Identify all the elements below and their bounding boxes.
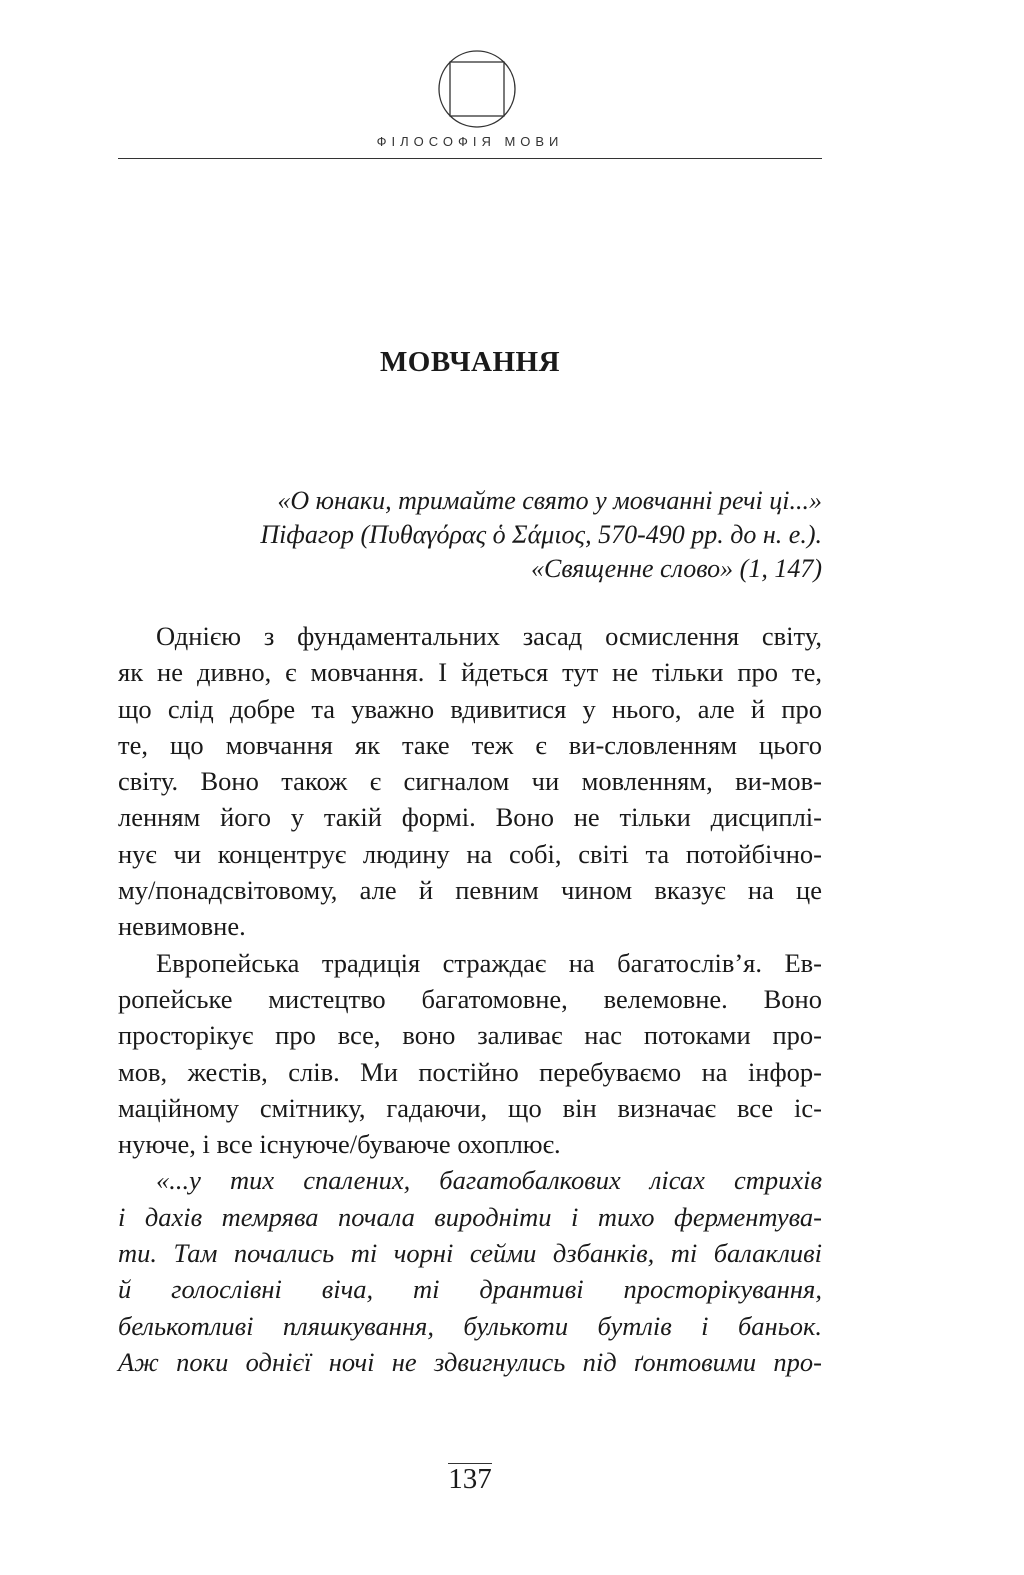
text-line: «...у тих спалених, багатобалкових лісах стрихів — [156, 1165, 822, 1196]
text-line: ленням його у такій формі. Воно не тільки дисциплі- — [118, 802, 822, 833]
text-line: нуюче, і все існуюче/буваюче охоплює. — [118, 1129, 561, 1160]
text-line: і дахів темрява почала виродніти і тихо ферментува- — [118, 1201, 822, 1232]
text-line: Аж поки однієї ночі не здвигнулись під ґонтовими про- — [118, 1346, 822, 1377]
text-line: ти. Там почались ті чорні сейми дзбанків, ті балакливі — [118, 1238, 822, 1269]
text-line: ропейське мистецтво багатомовне, велемовне. Воно — [118, 983, 822, 1014]
text-line: му/понадсвітовому, але й певним чином вказує на це — [118, 875, 822, 906]
text-line: те, що мовчання як таке теж є ви-словленням цього — [118, 729, 822, 760]
paragraph — [118, 618, 822, 945]
text-line: Однією з фундаментальних засад осмислення світу, — [156, 621, 822, 651]
running-head: ФІЛОСОФІЯ МОВИ — [376, 134, 564, 149]
text-line: світу. Воно також є сигналом чи мовленням, ви-мов- — [118, 766, 822, 797]
text-line: Европейська традиція страждає на багатослів’я. Ев- — [156, 947, 822, 978]
text-line: просторікує про все, воно заливає нас потоками про- — [118, 1020, 822, 1051]
text-line: нує чи концентрує людину на собі, світі та потойбічно- — [118, 838, 822, 869]
chapter-title: МОВЧАННЯ — [379, 346, 561, 378]
text-line: й голослівні віча, ті дрантиві просторікування, — [118, 1274, 822, 1305]
epigraph — [118, 484, 822, 586]
page-number: 137 — [448, 1463, 492, 1495]
quoted-paragraph — [118, 1162, 822, 1380]
text-line: маційному смітнику, гадаючи, що він визначає все іс- — [118, 1092, 822, 1123]
text-line: белькотливі пляшкування, булькоти бутлів і баньок. — [118, 1310, 822, 1341]
circle-square-emblem-icon — [436, 48, 518, 130]
paragraph — [118, 945, 822, 1163]
text-line: мов, жестів, слів. Ми постійно перебуваємо на інфор- — [118, 1056, 822, 1087]
epigraph-quote: «О юнаки, тримайте свято у мовчанні речі ці...» — [277, 486, 822, 515]
text-line: невимовне. — [118, 911, 246, 942]
header-rule — [118, 158, 822, 159]
epigraph-author: Піфагор (Πυθαγόρας ὁ Σάμιος, 570-490 рр. до н. е.). — [260, 520, 822, 549]
text-line: що слід добре та уважно вдивитися у нього, але й про — [118, 693, 822, 724]
text-line: як не дивно, є мовчання. І йдеться тут не тільки про те, — [118, 657, 822, 688]
epigraph-source: «Священне слово» (1, 147) — [531, 554, 822, 583]
body-text — [118, 618, 822, 1380]
